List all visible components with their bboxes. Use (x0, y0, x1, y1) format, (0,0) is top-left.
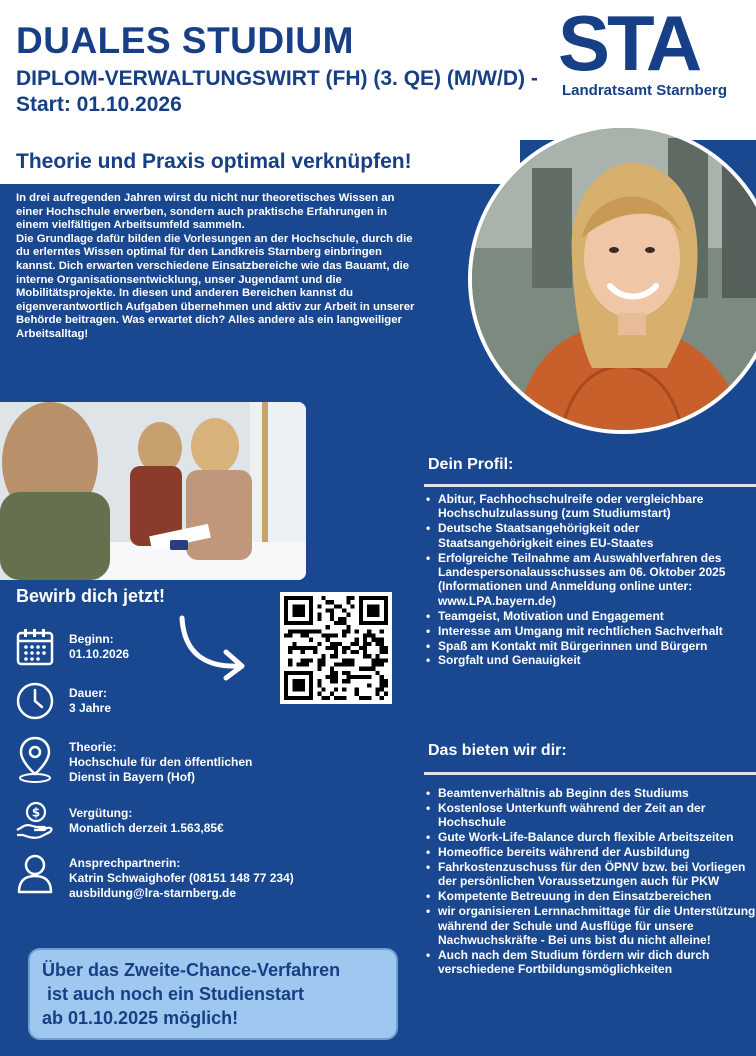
location-pin-icon (14, 734, 56, 784)
qr-code[interactable] (280, 592, 392, 704)
list-item: • Deutsche Staatsangehörigkeit oder Staatsangehörigkeit eines EU-Staates (424, 521, 756, 550)
intro-paragraph-2: Die Grundlage dafür bilden die Vorlesungen an der Hochschule, durch die du erlerntes Wissen optimal für den Landkreis Starnberg einbringen kannst. Dich erwarten verschiedene Einsatzbereiche wie das Bauamt, die interne Organisationsentwicklung, unser Jugendamt und die Mobilitätsprojekte. In diesen und anderen Bereichen kannst du eigenverantwortlich Aufgaben übernehmen und aktiv zur Arbeit in unserer Behörde beitragen. Was erwartet dich? Alles andere als ein langweiliger Arbeitsalltag! (16, 232, 415, 340)
person-icon (14, 852, 56, 894)
kontakt-email[interactable]: ausbildung@lra-starnberg.de (69, 886, 237, 900)
verguetung-value: Monatlich derzeit 1.563,85€ (69, 821, 224, 835)
list-item: • Teamgeist, Motivation und Engagement (424, 609, 756, 623)
logo-text: Landratsamt Starnberg (562, 82, 728, 99)
list-item: • Fahrkostenzuschuss für den ÖPNV bzw. bei Vorliegen der persönlichen Voraussetzungen auch für PKW (424, 860, 756, 889)
intro-paragraph-1: In drei aufregenden Jahren wirst du nicht nur theoretisches Wissen an einer Hochschule erwerben, sondern auch praktische Erfahrungen in einem vielfältigen Arbeitsumfeld sammeln. (16, 192, 395, 232)
info-kontakt (14, 852, 294, 901)
intro-text (16, 192, 416, 342)
list-item: • Sorgfalt und Genauigkeit (424, 653, 756, 667)
page-title: DUALES STUDIUM (16, 20, 354, 61)
list-item: • Beamtenverhältnis ab Beginn des Studiums (424, 786, 756, 800)
callout-line-3: ab 01.10.2025 möglich! (42, 1008, 239, 1028)
info-dauer (14, 680, 111, 722)
tagline: Theorie und Praxis optimal verknüpfen! (16, 150, 412, 173)
profil-title: Dein Profil: (428, 456, 514, 473)
clock-icon (14, 680, 56, 722)
apply-title: Bewirb dich jetzt! (16, 586, 166, 606)
theorie-value-2: Dienst in Bayern (Hof) (69, 770, 196, 784)
dauer-label: Dauer: (69, 686, 108, 700)
info-verguetung (14, 800, 224, 842)
verguetung-label: Vergütung: (69, 806, 133, 820)
logo (556, 0, 756, 104)
list-item: • Auch nach dem Studium fördern wir dich durch verschiedene Fortbildungsmöglichkeiten (424, 948, 756, 977)
profil-list (424, 492, 756, 668)
angebot-divider (424, 772, 756, 775)
callout-line-2: ist auch noch ein Studienstart (42, 984, 305, 1004)
info-beginn (14, 626, 129, 668)
arrow-icon (174, 612, 254, 682)
svg-text:$: $ (31, 805, 41, 820)
list-item: • Gute Work-Life-Balance durch flexible Arbeitszeiten (424, 830, 756, 844)
list-item: • Kostenlose Unterkunft während der Zeit an der Hochschule (424, 801, 756, 830)
list-item: • Erfolgreiche Teilnahme am Auswahlverfahren des Landespersonalausschusses am 06. Oktober 2025 (Informationen und Anmeldung online unter: www.LPA.bayern.de) (424, 551, 756, 609)
team-photo (0, 402, 306, 580)
beginn-value: 01.10.2026 (69, 647, 130, 661)
theorie-label: Theorie: (69, 740, 117, 754)
list-item: • Abitur, Fachhochschulreife oder vergleichbare Hochschulzulassung (zum Studiumstart) (424, 492, 756, 521)
list-item: • Kompetente Betreuung in den Einsatzbereichen (424, 889, 756, 903)
calendar-icon (14, 626, 56, 668)
list-item: • Interesse am Umgang mit rechtlichen Sachverhalt (424, 624, 756, 638)
second-chance-callout (28, 948, 398, 1040)
list-item: • wir organisieren Lernnachmittage für die Unterstützung während der Schule und Ausflüge für unsere Nachwuchskräfte - Bei uns bist du nicht alleine! (424, 904, 756, 947)
angebot-title: Das bieten wir dir: (428, 742, 567, 759)
beginn-label: Beginn: (69, 632, 114, 646)
kontakt-label: Ansprechpartnerin: (69, 856, 181, 870)
logo-mark: STA (558, 0, 700, 87)
page-subtitle: DIPLOM-VERWALTUNGSWIRT (FH) (3. QE) (M/W/D) - Start: 01.10.2026 (16, 67, 538, 116)
callout-line-1: Über das Zweite-Chance-Verfahren (42, 960, 341, 980)
money-hand-icon (14, 800, 56, 842)
dauer-value: 3 Jahre (69, 701, 112, 715)
list-item: • Homeoffice bereits während der Ausbildung (424, 845, 756, 859)
profil-divider (424, 484, 756, 487)
info-theorie (14, 734, 252, 785)
list-item: • Spaß am Kontakt mit Bürgerinnen und Bürgern (424, 639, 756, 653)
theorie-value-1: Hochschule für den öffentlichen (69, 755, 253, 769)
angebot-list (424, 786, 756, 977)
kontakt-name: Katrin Schwaighofer (08151 148 77 234) (69, 871, 294, 885)
